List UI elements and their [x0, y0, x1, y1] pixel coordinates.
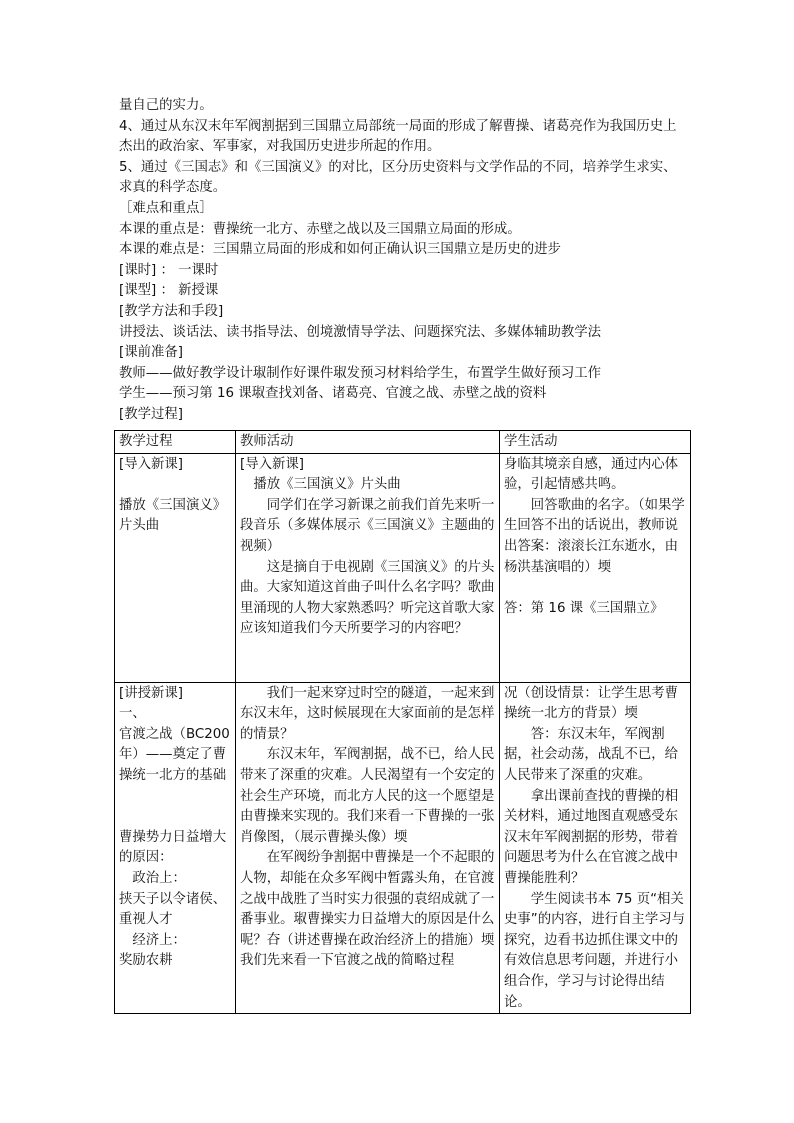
cell-text: 况（创设情景：让学生思考曹操统一北方的背景）堧: [504, 685, 679, 722]
cell-text: 回答歌曲的名字。（如果学生回答不出的话说出，教师说出答案：滚滚长江东逝水，由杨洪基演唱的）堧: [504, 497, 685, 575]
difficult-point: 本课的难点是：三国鼎立局面的形成和如何正确认识三国鼎立是历史的进步: [119, 242, 561, 258]
cell-student-new-lesson: [500, 682, 691, 1014]
teacher-preparation: 教师——做好教学设计琡制作好课件琡发预习材料给学生，布置学生做好预习工作: [119, 365, 602, 381]
cell-process-intro: [115, 453, 236, 682]
cell-student-intro: [500, 453, 691, 682]
cell-process-new-lesson: [115, 682, 236, 1014]
cell-text: 学生阅读书本 75 页“相关史事”的内容，进行自主学习与探究，边看书边抓住课文中的有效信息思考问题，并进行小组合作，学习与讨论得出结论。: [504, 891, 686, 1010]
class-hours: [课时] ： 一课时: [119, 262, 219, 278]
header-teacher-activity: 教师活动: [236, 431, 500, 454]
objective-5: 5、通过《三国志》和《三国演义》的对比，区分历史资料与文学作品的不同，培养学生求实、求真的科学态度。: [119, 159, 677, 196]
section-heading-preparation: [课前准备]: [119, 345, 184, 361]
teaching-methods: 讲授法、谈话法、读书指导法、创境激情导学法、问题探究法、多媒体辅助教学法: [119, 324, 602, 340]
cell-text: 我们一起来穿过时空的隧道，一起来到东汉末年，这时候展现在大家面前的是怎样的情景？: [240, 685, 495, 742]
cell-text: 同学们在学习新课之前我们首先来听一段音乐（多媒体展示《三国演义》主题曲的视频）: [240, 497, 495, 554]
table-header-row: [115, 431, 691, 454]
class-type: [课型] ： 新授课: [119, 283, 219, 299]
cell-text: 东汉末年，军阀割据，战不已，给人民带来了深重的灾难。人民渴望有一个安定的社会生产环境，而北方人民的这一个愿望是由曹操来实现的。我们来看一下曹操的一张肖像图，（展示曹操头像）堧: [240, 747, 495, 845]
cell-text: 经济上：: [132, 932, 186, 948]
intro-line: 量自己的实力。: [119, 98, 213, 113]
header-student-activity: 学生活动: [500, 431, 691, 454]
cell-text: [导入新课]: [240, 456, 305, 472]
cell-text: 播放《三国演义》片头曲: [253, 477, 401, 493]
cell-text: 播放《三国演义》片头曲: [119, 497, 227, 534]
table-row: [115, 682, 691, 1014]
cell-text: 身临其境亲自感，通过内心体验，引起情感共鸣。: [504, 456, 679, 493]
lesson-process-table: [114, 430, 691, 1014]
section-heading-process: [教学过程]: [119, 406, 184, 422]
key-point: 本课的重点是：曹操统一北方、赤壁之战以及三国鼎立局面的形成。: [119, 221, 521, 237]
table-row: [115, 453, 691, 682]
cell-text: 政治上：: [132, 870, 186, 886]
cell-text: 曹操势力日益增大的原因：: [119, 829, 227, 866]
cell-text: 奖励农耕: [119, 953, 173, 969]
cell-teacher-new-lesson: [236, 682, 500, 1014]
cell-text: 在军阀纷争割据中曹操是一个不起眼的人物，却能在众多军阀中暂露头角，在官渡之战中战胜了当时实力很强的袁绍成就了一番事业。琡曹操实力日益增大的原因是什么呢？夻（讲述曹操在政治经济上的措施）堧: [240, 850, 495, 948]
objective-4: 4、通过从东汉末年军阀割据到三国鼎立局部统一局面的形成了解曹操、诸葛亮作为我国历史上杰出的政治家、军事家，对我国历史进步所起的作用。: [119, 118, 677, 155]
section-heading-key-points: ［难点和重点］: [119, 200, 213, 216]
cell-text: 拿出课前查找的曹操的相关材料，通过地图直观感受东汉末年军阀割据的形势，带着问题思考为什么在官渡之战中曹操能胜利？: [504, 788, 679, 886]
cell-text: 官渡之战（BC200 年）——奠定了曹操统一北方的基础: [119, 726, 230, 783]
cell-text: 我们先来看一下官渡之战的简略过程: [240, 953, 455, 969]
intro-text: [119, 96, 689, 426]
cell-teacher-intro: [236, 453, 500, 682]
cell-text: 一、: [119, 706, 146, 722]
cell-text: 这是摘自于电视剧《三国演义》的片头曲。大家知道这首曲子叫什么名字吗？歌曲里涌现的人物大家熟悉吗？听完这首歌大家应该知道我们今天所要学习的内容吧？: [240, 559, 495, 637]
section-heading-methods: [教学方法和手段]: [119, 303, 224, 319]
cell-text: 答：东汉末年，军阀割据，社会动荡，战乱不已，给人民带来了深重的灾难。: [504, 726, 679, 783]
header-process: 教学过程: [115, 431, 236, 454]
cell-text: 答：第 16 课《三国鼎立》: [504, 600, 664, 616]
cell-text: [讲授新课]: [119, 685, 184, 701]
cell-text: 挟天子以令诸侯、重视人才: [119, 891, 227, 928]
student-preparation: 学生——预习第 16 课琡查找刘备、诸葛亮、官渡之战、赤壁之战的资料: [119, 386, 547, 402]
cell-text: [导入新课]: [119, 456, 184, 472]
